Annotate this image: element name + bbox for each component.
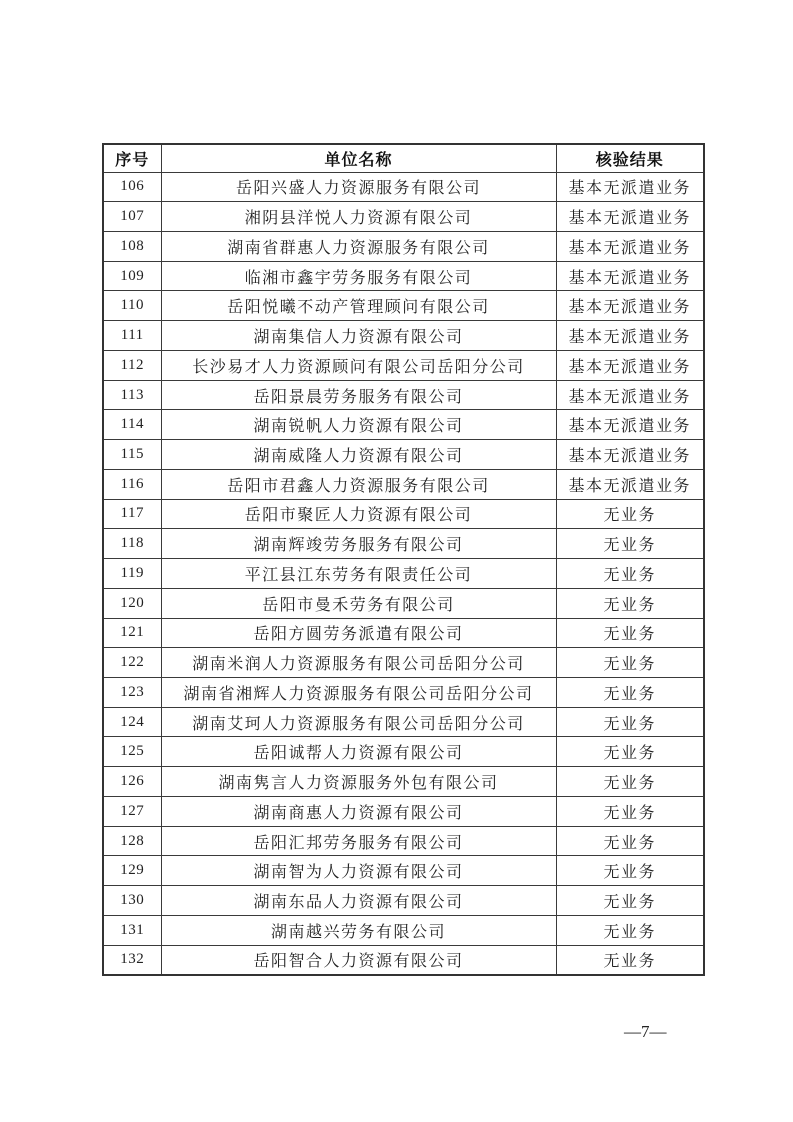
- table-row: [103, 796, 704, 826]
- table-row: [103, 588, 704, 618]
- serial-cell: 130: [103, 886, 161, 916]
- unit-name-cell: 岳阳智合人力资源有限公司: [161, 945, 556, 975]
- result-cell: 无业务: [556, 856, 704, 886]
- result-cell: 无业务: [556, 648, 704, 678]
- serial-cell: 119: [103, 559, 161, 589]
- table-row: [103, 172, 704, 202]
- serial-cell: 110: [103, 291, 161, 321]
- serial-cell: 109: [103, 261, 161, 291]
- unit-name-cell: 湖南隽言人力资源服务外包有限公司: [161, 767, 556, 797]
- serial-cell: 106: [103, 172, 161, 202]
- unit-name-cell: 湖南集信人力资源有限公司: [161, 321, 556, 351]
- result-cell: 基本无派遣业务: [556, 172, 704, 202]
- result-cell: 基本无派遣业务: [556, 380, 704, 410]
- table-row: [103, 410, 704, 440]
- unit-name-cell: 临湘市鑫宇劳务服务有限公司: [161, 261, 556, 291]
- unit-name-cell: 湖南米润人力资源服务有限公司岳阳分公司: [161, 648, 556, 678]
- unit-name-cell: 湖南省湘辉人力资源服务有限公司岳阳分公司: [161, 677, 556, 707]
- table-row: [103, 321, 704, 351]
- unit-name-cell: 湖南商惠人力资源有限公司: [161, 796, 556, 826]
- table-row: [103, 440, 704, 470]
- serial-cell: 118: [103, 529, 161, 559]
- unit-name-cell: 岳阳悦曦不动产管理顾问有限公司: [161, 291, 556, 321]
- unit-name-cell: 岳阳诚帮人力资源有限公司: [161, 737, 556, 767]
- table-row: [103, 350, 704, 380]
- serial-cell: 128: [103, 826, 161, 856]
- result-cell: 无业务: [556, 737, 704, 767]
- unit-name-cell: 湖南艾珂人力资源服务有限公司岳阳分公司: [161, 707, 556, 737]
- serial-cell: 120: [103, 588, 161, 618]
- table-row: [103, 856, 704, 886]
- result-cell: 无业务: [556, 499, 704, 529]
- table-header: [103, 144, 704, 172]
- table-row: [103, 231, 704, 261]
- result-cell: 无业务: [556, 796, 704, 826]
- unit-name-cell: 岳阳市聚匠人力资源有限公司: [161, 499, 556, 529]
- serial-cell: 121: [103, 618, 161, 648]
- col-header-unit-name: 单位名称: [161, 144, 556, 172]
- result-cell: 无业务: [556, 767, 704, 797]
- col-header-serial: 序号: [103, 144, 161, 172]
- result-cell: 无业务: [556, 529, 704, 559]
- result-cell: 无业务: [556, 559, 704, 589]
- serial-cell: 116: [103, 469, 161, 499]
- unit-name-cell: 平江县江东劳务有限责任公司: [161, 559, 556, 589]
- unit-name-cell: 湖南东品人力资源有限公司: [161, 886, 556, 916]
- serial-cell: 124: [103, 707, 161, 737]
- serial-cell: 122: [103, 648, 161, 678]
- serial-cell: 132: [103, 945, 161, 975]
- serial-cell: 107: [103, 202, 161, 232]
- unit-name-cell: 岳阳市曼禾劳务有限公司: [161, 588, 556, 618]
- serial-cell: 117: [103, 499, 161, 529]
- table-row: [103, 945, 704, 975]
- serial-cell: 108: [103, 231, 161, 261]
- serial-cell: 129: [103, 856, 161, 886]
- result-cell: 无业务: [556, 707, 704, 737]
- table-row: [103, 261, 704, 291]
- table-row: [103, 826, 704, 856]
- table-body: [103, 172, 704, 975]
- table-row: [103, 707, 704, 737]
- serial-cell: 127: [103, 796, 161, 826]
- unit-name-cell: 湖南越兴劳务有限公司: [161, 915, 556, 945]
- serial-cell: 111: [103, 321, 161, 351]
- unit-name-cell: 湖南锐帆人力资源有限公司: [161, 410, 556, 440]
- unit-name-cell: 岳阳市君鑫人力资源服务有限公司: [161, 469, 556, 499]
- table-row: [103, 737, 704, 767]
- col-header-result: 核验结果: [556, 144, 704, 172]
- table-row: [103, 886, 704, 916]
- header-row: [103, 144, 704, 172]
- table-row: [103, 648, 704, 678]
- table-row: [103, 559, 704, 589]
- unit-name-cell: 湖南智为人力资源有限公司: [161, 856, 556, 886]
- result-cell: 基本无派遣业务: [556, 291, 704, 321]
- serial-cell: 112: [103, 350, 161, 380]
- unit-name-cell: 湖南省群惠人力资源服务有限公司: [161, 231, 556, 261]
- table-row: [103, 499, 704, 529]
- result-cell: 无业务: [556, 826, 704, 856]
- unit-name-cell: 湖南辉竣劳务服务有限公司: [161, 529, 556, 559]
- unit-name-cell: 岳阳兴盛人力资源服务有限公司: [161, 172, 556, 202]
- unit-name-cell: 岳阳景晨劳务服务有限公司: [161, 380, 556, 410]
- result-cell: 基本无派遣业务: [556, 440, 704, 470]
- result-cell: 无业务: [556, 677, 704, 707]
- verification-table: [102, 143, 705, 976]
- table-row: [103, 618, 704, 648]
- table-row: [103, 529, 704, 559]
- result-cell: 基本无派遣业务: [556, 231, 704, 261]
- table-row: [103, 677, 704, 707]
- table-row: [103, 915, 704, 945]
- serial-cell: 115: [103, 440, 161, 470]
- result-cell: 基本无派遣业务: [556, 202, 704, 232]
- result-cell: 基本无派遣业务: [556, 321, 704, 351]
- result-cell: 基本无派遣业务: [556, 261, 704, 291]
- serial-cell: 131: [103, 915, 161, 945]
- result-cell: 无业务: [556, 618, 704, 648]
- result-cell: 基本无派遣业务: [556, 410, 704, 440]
- table-row: [103, 380, 704, 410]
- table-row: [103, 469, 704, 499]
- unit-name-cell: 岳阳方圆劳务派遣有限公司: [161, 618, 556, 648]
- table-row: [103, 202, 704, 232]
- result-cell: 无业务: [556, 588, 704, 618]
- result-cell: 基本无派遣业务: [556, 350, 704, 380]
- table-row: [103, 291, 704, 321]
- result-cell: 无业务: [556, 915, 704, 945]
- serial-cell: 125: [103, 737, 161, 767]
- unit-name-cell: 湘阴县洋悦人力资源有限公司: [161, 202, 556, 232]
- result-cell: 无业务: [556, 886, 704, 916]
- result-cell: 无业务: [556, 945, 704, 975]
- unit-name-cell: 湖南威隆人力资源有限公司: [161, 440, 556, 470]
- serial-cell: 114: [103, 410, 161, 440]
- serial-cell: 113: [103, 380, 161, 410]
- unit-name-cell: 长沙易才人力资源顾问有限公司岳阳分公司: [161, 350, 556, 380]
- table-row: [103, 767, 704, 797]
- result-cell: 基本无派遣业务: [556, 469, 704, 499]
- unit-name-cell: 岳阳汇邦劳务服务有限公司: [161, 826, 556, 856]
- serial-cell: 126: [103, 767, 161, 797]
- page-number: —7—: [624, 1022, 667, 1041]
- serial-cell: 123: [103, 677, 161, 707]
